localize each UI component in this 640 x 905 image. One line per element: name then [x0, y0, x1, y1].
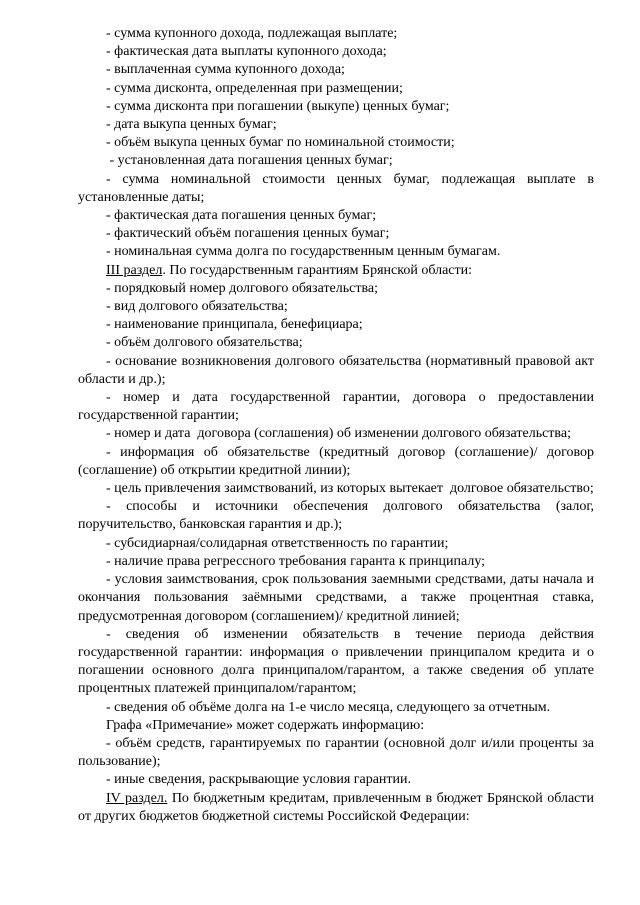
list-item: - выплаченная сумма купонного дохода; [106, 62, 345, 78]
list-item: - фактическая дата выплаты купонного дохода; [106, 44, 387, 60]
list-item: - сведения об объёме долга на 1-е число месяца, следующего за отчетным. [106, 699, 551, 715]
list-item: - фактическая дата погашения ценных бумаг; [106, 208, 377, 224]
list-item: - объём долгового обязательства; [106, 335, 303, 351]
document-page [78, 25, 594, 826]
section-4-title: По бюджетным кредитам, привлеченным в бюджет Брянской области от других бюджетов бюджетной системы Российской Федерации: [78, 790, 594, 824]
list-item: - сведения об изменении обязательств в течение периода действия государственной гарантии: информация о привлечении принципалом кредита и о погашении основного долга принципалом/гарантом, а также сведения об уплате процентных платежей принципалом/гарантом; [78, 626, 594, 697]
list-item: - объём выкупа ценных бумаг по номинальной стоимости; [106, 135, 455, 151]
section-3-label: III раздел [106, 262, 163, 278]
list-item: - номинальная сумма долга по государственным ценным бумагам. [106, 244, 501, 260]
section-4-heading [78, 790, 594, 826]
list-item: - наличие права регрессного требования гаранта к принципалу; [106, 553, 486, 569]
list-item: - наименование принципала, бенефициара; [106, 317, 363, 333]
list-item: - номер и дата договора (соглашения) об изменении долгового обязательства; [106, 426, 571, 442]
section-4-label: IV раздел. [106, 790, 168, 806]
list-item: - иные сведения, раскрывающие условия гарантии. [106, 772, 412, 788]
list-item: - дата выкупа ценных бумаг; [106, 117, 277, 133]
section-3-heading [78, 262, 594, 280]
list-item: - основание возникновения долгового обязательства (нормативный правовой акт области и др.); [78, 353, 594, 387]
list-item: - порядковый номер долгового обязательства; [106, 280, 379, 296]
list-item: - номер и дата государственной гарантии, договора о предоставлении государственной гарантии; [78, 390, 594, 424]
list-item: - вид долгового обязательства; [106, 299, 288, 315]
list-item: - сумма номинальной стоимости ценных бумаг, подлежащая выплате в установленные даты; [78, 171, 594, 205]
list-item: - сумма дисконта при погашении (выкупе) ценных бумаг; [106, 98, 450, 114]
list-item: - условия заимствования, срок пользования заемными средствами, даты начала и окончания пользования заёмными средствами, а также процентная ставка, предусмотренная договором (соглашением)/ кредитной линией; [78, 572, 594, 624]
list-item: - объём средств, гарантируемых по гарантии (основной долг и/или проценты за пользование); [78, 735, 594, 770]
list-item: - информация об обязательстве (кредитный договор (соглашение)/ договор (соглашение) об открытии кредитной линии); [78, 444, 594, 478]
list-item: - сумма купонного дохода, подлежащая выплате; [106, 26, 398, 41]
list-item: - цель привлечения заимствований, из которых вытекает долговое обязательство; [106, 481, 594, 497]
list-item: - фактический объём погашения ценных бумаг; [106, 226, 390, 242]
list-item: - субсидиарная/солидарная ответственность по гарантии; [106, 535, 449, 551]
note-heading: Графа «Примечание» может содержать информацию: [106, 717, 425, 733]
list-item: - установленная дата погашения ценных бумаг; [106, 153, 393, 169]
list-item: - сумма дисконта, определенная при размещении; [106, 80, 403, 96]
section-3-title: . По государственным гарантиям Брянской области: [162, 262, 473, 278]
list-item: - способы и источники обеспечения долгового обязательства (залог, поручительство, банковская гарантия и др.); [78, 499, 594, 533]
